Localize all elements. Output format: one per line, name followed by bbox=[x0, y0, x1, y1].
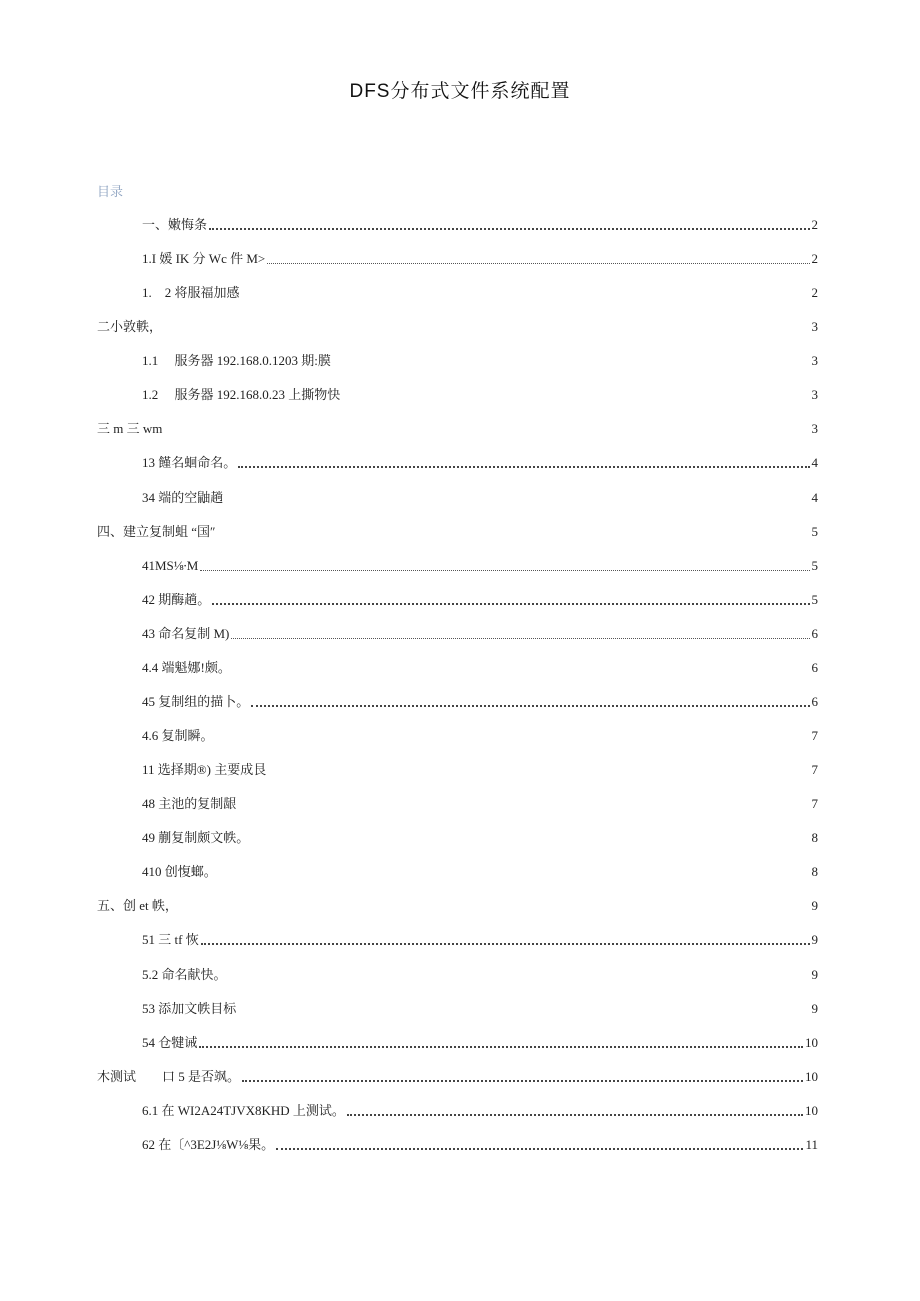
toc-leader bbox=[238, 795, 809, 813]
toc-leader bbox=[333, 352, 810, 370]
toc-page-number: 3 bbox=[811, 421, 818, 436]
toc-page-number: 5 bbox=[811, 592, 818, 607]
toc-entry-text: 13 饉名蛔命名。 bbox=[142, 455, 237, 470]
toc-heading: 目录 bbox=[97, 184, 124, 199]
toc-leader bbox=[268, 761, 809, 779]
toc-entry[interactable] bbox=[97, 420, 818, 438]
toc-entry-text: 43 命名复制 M) bbox=[142, 626, 230, 641]
toc-leader bbox=[180, 897, 810, 915]
toc-leader bbox=[217, 523, 809, 541]
toc-leader bbox=[164, 318, 809, 336]
toc-entry-text: 一、嫩悔条 bbox=[142, 217, 208, 232]
toc-leader bbox=[267, 263, 809, 264]
toc-entry-text: 五、创 et 帙， bbox=[97, 898, 178, 913]
toc-entry-text: 48 主池的复制龈 bbox=[142, 796, 237, 811]
toc-page-number: 3 bbox=[811, 387, 818, 402]
toc-entry-text: 1. 2 将服福加感 bbox=[142, 285, 240, 300]
toc-entry[interactable] bbox=[142, 489, 818, 507]
toc-page-number: 7 bbox=[811, 796, 818, 811]
toc-page-number: 9 bbox=[811, 898, 818, 913]
toc-page-number: 6 bbox=[811, 660, 818, 675]
toc-page-number: 4 bbox=[811, 490, 818, 505]
toc-entry[interactable] bbox=[142, 761, 818, 779]
toc-leader bbox=[200, 570, 809, 571]
toc-entry[interactable] bbox=[142, 966, 818, 984]
toc-entry-text: 4.6 复制瞬。 bbox=[142, 728, 214, 743]
toc-page-number: 2 bbox=[811, 285, 818, 300]
toc-entry[interactable] bbox=[97, 897, 818, 915]
toc-leader bbox=[216, 727, 810, 745]
toc-entry[interactable] bbox=[142, 386, 818, 404]
toc-leader bbox=[251, 705, 809, 707]
toc-entry[interactable] bbox=[97, 318, 818, 336]
toc-leader bbox=[229, 966, 810, 984]
toc-entry-text: 41MS⅛∙M bbox=[142, 558, 199, 573]
toc-entry[interactable] bbox=[142, 795, 818, 813]
toc-page-number: 8 bbox=[811, 830, 818, 845]
toc-entry[interactable] bbox=[97, 523, 818, 541]
toc-entry[interactable] bbox=[142, 659, 818, 677]
toc-entry-text: 三 m 三 wm bbox=[97, 421, 163, 436]
toc-entry-text: 4.4 端魁娜!颇。 bbox=[142, 660, 231, 675]
toc-leader bbox=[238, 466, 809, 468]
toc-entry[interactable] bbox=[142, 591, 818, 609]
toc-page-number: 5 bbox=[811, 558, 818, 573]
toc-leader bbox=[201, 943, 810, 945]
toc-page-number: 5 bbox=[811, 524, 818, 539]
toc-leader bbox=[164, 420, 809, 438]
toc-entry-text: 45 复制组的描卜。 bbox=[142, 694, 250, 709]
toc-leader bbox=[225, 489, 809, 507]
toc-page-number: 10 bbox=[805, 1035, 818, 1050]
toc-entry[interactable] bbox=[142, 454, 818, 472]
toc-page-number: 9 bbox=[811, 1001, 818, 1016]
toc-entry-text: 11 选择期®) 主要成艮 bbox=[142, 762, 267, 777]
toc-page-number: 11 bbox=[805, 1137, 818, 1152]
toc-page-number: 6 bbox=[811, 626, 818, 641]
toc-entry[interactable] bbox=[142, 557, 818, 575]
toc-page-number: 9 bbox=[811, 932, 818, 947]
toc-entry-text: 49 蒯复制颇文帙。 bbox=[142, 830, 250, 845]
toc-entry[interactable] bbox=[142, 284, 818, 302]
toc-entry-text: 6.1 在 WI2A24TJVX8KHD 上测试。 bbox=[142, 1103, 345, 1118]
toc-entry-text: 1.2 服务器 192.168.0.23 上撕物快 bbox=[142, 387, 341, 402]
toc-leader bbox=[242, 284, 810, 302]
toc-entry-text: 51 三 tf 恢 bbox=[142, 932, 199, 947]
toc-entry[interactable] bbox=[142, 727, 818, 745]
toc-entry[interactable] bbox=[142, 352, 818, 370]
toc-entry[interactable] bbox=[142, 216, 818, 234]
toc-leader bbox=[276, 1148, 803, 1150]
toc-page-number: 3 bbox=[811, 353, 818, 368]
toc-entry-text: 5.2 命名献快。 bbox=[142, 967, 227, 982]
toc-page-number: 7 bbox=[811, 762, 818, 777]
toc-entry[interactable] bbox=[142, 931, 818, 949]
toc-page-number: 8 bbox=[811, 864, 818, 879]
toc-entry-text: 410 创愎螂。 bbox=[142, 864, 217, 879]
toc-entry-text: 二小敦軼， bbox=[97, 319, 163, 334]
document-title: DFS分布式文件系统配置 bbox=[349, 81, 571, 102]
toc-leader bbox=[199, 1046, 803, 1048]
toc-leader bbox=[212, 603, 809, 605]
toc-entry[interactable] bbox=[142, 1000, 818, 1018]
toc-leader bbox=[219, 863, 810, 881]
toc-entry[interactable] bbox=[142, 1136, 818, 1154]
toc-leader bbox=[251, 829, 809, 847]
toc-page-number: 10 bbox=[805, 1069, 818, 1084]
toc-leader bbox=[231, 638, 809, 639]
toc-entry-text: 54 仓犍诫 bbox=[142, 1035, 198, 1050]
toc-leader bbox=[233, 659, 810, 677]
toc-entry-text: 1.I 媛 IK 分 Wc 件 M> bbox=[142, 251, 266, 266]
toc-entry[interactable] bbox=[142, 829, 818, 847]
toc-entry[interactable] bbox=[97, 1068, 818, 1086]
toc-entry-text: 木测试 口 5 是否飒。 bbox=[97, 1069, 241, 1084]
toc-entry-text: 1.1 服务器 192.168.0.1203 期:膜 bbox=[142, 353, 331, 368]
toc-page-number: 4 bbox=[811, 455, 818, 470]
toc-entry[interactable] bbox=[142, 1034, 818, 1052]
toc-entry[interactable] bbox=[142, 863, 818, 881]
toc-leader bbox=[342, 386, 809, 404]
toc-entry[interactable] bbox=[142, 693, 818, 711]
toc-page-number: 10 bbox=[805, 1103, 818, 1118]
toc-entry-text: 四、建立复制蛆 “国″ bbox=[97, 524, 216, 539]
toc-leader bbox=[238, 1000, 809, 1018]
toc-entry-text: 53 添加文帙目标 bbox=[142, 1001, 237, 1016]
toc-entry[interactable] bbox=[142, 1102, 818, 1120]
toc-page-number: 2 bbox=[811, 217, 818, 232]
toc-page-number: 9 bbox=[811, 967, 818, 982]
toc-leader bbox=[209, 228, 809, 230]
toc-leader bbox=[242, 1080, 803, 1082]
toc-page-number: 6 bbox=[811, 694, 818, 709]
toc-page-number: 3 bbox=[811, 319, 818, 334]
toc-entry-text: 42 期酶趟。 bbox=[142, 592, 211, 607]
toc-page-number: 2 bbox=[811, 251, 818, 266]
toc-entry[interactable] bbox=[142, 625, 818, 643]
toc-entry[interactable] bbox=[142, 250, 818, 268]
toc-entry-text: 62 在〔^3E2J⅛W⅛果。 bbox=[142, 1137, 275, 1152]
toc-page-number: 7 bbox=[811, 728, 818, 743]
toc-entry-text: 34 端的空鼬趟 bbox=[142, 490, 224, 505]
toc-leader bbox=[347, 1114, 803, 1116]
